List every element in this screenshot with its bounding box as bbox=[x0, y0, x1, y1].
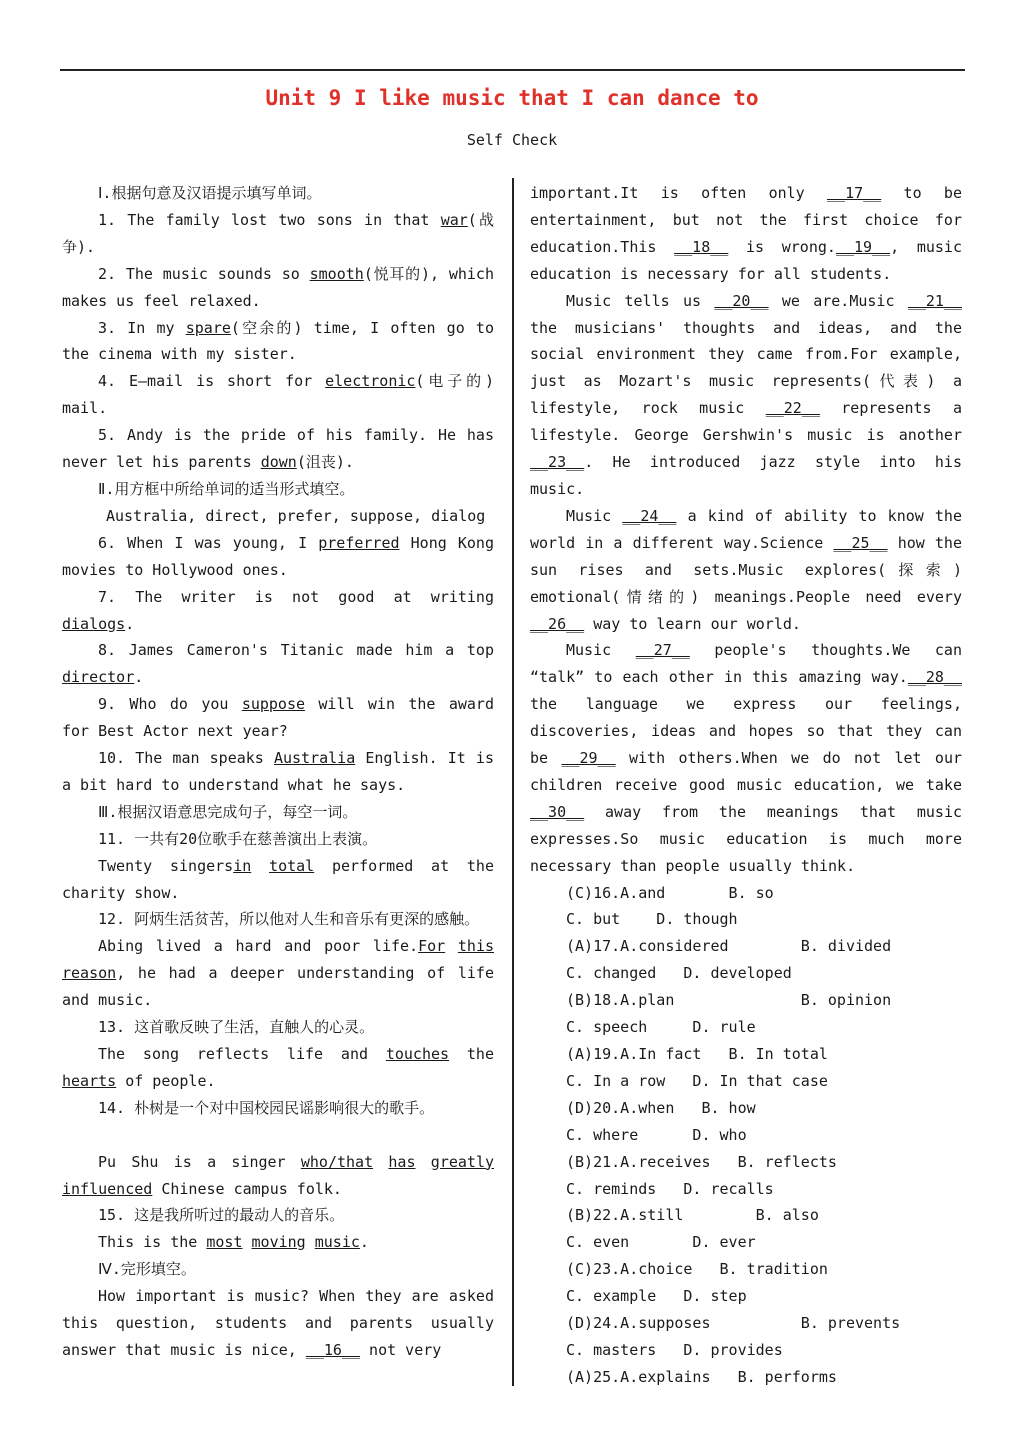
question-5: 5. Andy is the pride of his family. He has never let his parents down(沮丧). bbox=[62, 426, 494, 472]
question-11: Twenty singersin total performed at the charity show. bbox=[62, 856, 494, 902]
section-4-title: Ⅳ.完形填空。 bbox=[98, 1260, 196, 1279]
question-1: 1. The family lost two sons in that war(战争). bbox=[62, 210, 495, 256]
question-8: 8. James Cameron's Titanic made him a top director. bbox=[62, 641, 494, 687]
question-15: This is the most moving music. bbox=[98, 1233, 369, 1252]
option-line: (A)25.A.explains B. performs bbox=[566, 1367, 837, 1386]
option-line: C. but D. though bbox=[566, 910, 738, 929]
question-9: 9. Who do you suppose will win the award for Best Actor next year? bbox=[62, 695, 494, 741]
option-line: (C)23.A.choice B. tradition bbox=[566, 1260, 828, 1279]
option-line: C. In a row D. In that case bbox=[566, 1071, 828, 1090]
option-line: (A)19.A.In fact B. In total bbox=[566, 1045, 828, 1063]
option-line: C. even D. ever bbox=[566, 1233, 756, 1252]
section-1-title: Ⅰ.根据句意及汉语提示填写单词。 bbox=[98, 184, 322, 202]
section-2-title: Ⅱ.用方框中所给单词的适当形式填空。 bbox=[98, 479, 355, 498]
word-box: Australia, direct, prefer, suppose, dialog bbox=[106, 506, 486, 525]
option-line: C. reminds D. recalls bbox=[566, 1179, 774, 1198]
option-line: (D)24.A.supposes B. prevents bbox=[566, 1314, 901, 1333]
question-15-chinese: 15. 这是我所听过的最动人的音乐。 bbox=[98, 1206, 345, 1225]
answer-options bbox=[530, 880, 962, 1391]
question-7: 7. The writer is not good at writing dialogs. bbox=[62, 587, 494, 633]
section-3-title: Ⅲ.根据汉语意思完成句子，每空一词。 bbox=[98, 802, 358, 821]
question-10: 10. The man speaks Australia English. It is a bit hard to understand what he says. bbox=[62, 749, 494, 794]
question-13-chinese: 13. 这首歌反映了生活，直触人的心灵。 bbox=[98, 1018, 375, 1037]
passage-paragraph-2: Music tells us __20__ we are.Music __21__ the musicians' thoughts and ideas, and the social environment they came from.For example, just as Mozart's music represents(代表) a lifestyle, rock music __22__ represents a lifestyle. George Gershwin's music is another __23__. He introduced jazz style into his music. bbox=[530, 291, 962, 498]
header-rule bbox=[60, 69, 965, 71]
option-line: C. masters D. provides bbox=[566, 1340, 783, 1359]
question-14-chinese: 14. 朴树是一个对中国校园民谣影响很大的歌手。 bbox=[98, 1098, 435, 1117]
option-line: C. where D. who bbox=[566, 1125, 747, 1144]
passage-paragraph-3: Music __24__ a kind of ability to know the world in a different way.Science __25__ how the sun rises and sets.Music explores(探索) emotional(情绪的) meanings.People need every __26__ way to learn our world. bbox=[530, 506, 962, 633]
blank-line bbox=[62, 1122, 494, 1149]
question-12: Abing lived a hard and poor life.For this reason, he had a deeper understanding of life and music. bbox=[62, 937, 495, 1010]
option-line: C. changed D. developed bbox=[566, 964, 792, 983]
column-divider bbox=[512, 178, 514, 1386]
option-line: (A)17.A.considered B. divided bbox=[566, 937, 892, 956]
passage-paragraph-1: How important is music? When they are asked this question, students and parents usually answer that music is nice, __16__ not very bbox=[62, 1287, 494, 1359]
page-title: Unit 9 I like music that I can dance to bbox=[265, 86, 759, 110]
question-14: Pu Shu is a singer who/that has greatly influenced Chinese campus folk. bbox=[62, 1152, 495, 1198]
option-line: (B)21.A.receives B. reflects bbox=[566, 1152, 837, 1171]
option-line: (B)22.A.still B. also bbox=[566, 1206, 819, 1225]
question-4: 4. E—mail is short for electronic(电子的) mail. bbox=[62, 372, 494, 418]
page-subtitle: Self Check bbox=[466, 131, 558, 149]
option-line: C. example D. step bbox=[566, 1287, 747, 1306]
right-column bbox=[530, 180, 962, 1391]
option-line: (C)16.A.and B. so bbox=[566, 883, 774, 902]
passage-paragraph-4: Music __27__ people's thoughts.We can “talk” to each other in this amazing way.__28__ the language we express our feelings, discoveries, ideas and hopes so that they can be __29__ with others.When we do not let our children receive good music education, we take __30__ away from the meanings that music expresses.So music education is much more necessary than people usually think. bbox=[530, 641, 963, 875]
question-6: 6. When I was young, I preferred Hong Kong movies to Hollywood ones. bbox=[62, 533, 494, 579]
question-3: 3. In my spare(空余的) time, I often go to the cinema with my sister. bbox=[62, 318, 494, 364]
question-13: The song reflects life and touches the hearts of people. bbox=[62, 1045, 494, 1090]
question-11-chinese: 11. 一共有20位歌手在慈善演出上表演。 bbox=[98, 829, 378, 848]
left-column bbox=[62, 180, 494, 1364]
passage-paragraph-1-cont: important.It is often only __17__ to be entertainment, but not the first choice for education.This __18__ is wrong.__19__, music education is necessary for all students. bbox=[530, 184, 962, 283]
option-line: (D)20.A.when B. how bbox=[566, 1098, 756, 1117]
option-line: C. speech D. rule bbox=[566, 1018, 756, 1037]
question-12-chinese: 12. 阿炳生活贫苦，所以他对人生和音乐有更深的感触。 bbox=[98, 910, 480, 929]
question-2: 2. The music sounds so smooth(悦耳的), which makes us feel relaxed. bbox=[62, 264, 494, 310]
option-line: (B)18.A.plan B. opinion bbox=[566, 991, 892, 1010]
